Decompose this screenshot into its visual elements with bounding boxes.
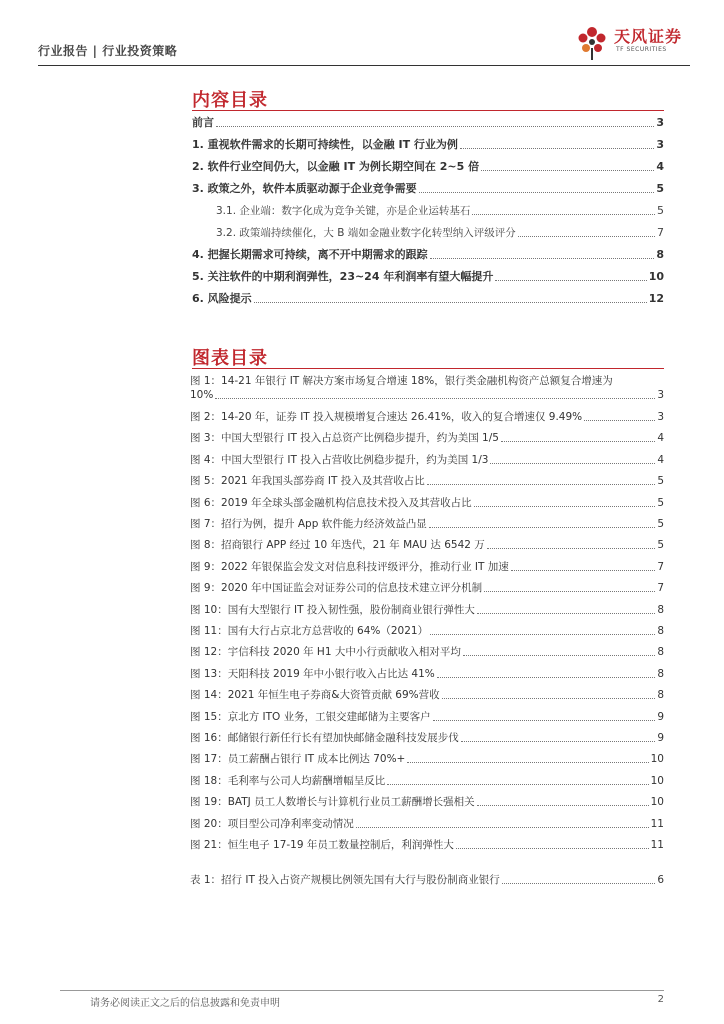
figure-entry[interactable] — [190, 536, 664, 552]
figures-title-rule — [192, 368, 664, 369]
figure-entry-label: 图 9：2022 年银保监会发文对信息科技评级评分，推动行业 IT 加速 — [190, 560, 509, 573]
toc-entry[interactable] — [192, 244, 664, 262]
figure-entry[interactable] — [190, 579, 664, 595]
figure-entry-page: 5 — [657, 496, 664, 509]
figure-entry[interactable] — [190, 494, 664, 510]
figure-entry-page: 3 — [657, 411, 664, 423]
figure-entry-label: 图 18：毛利率与公司人均薪酬增幅呈反比 — [190, 774, 386, 787]
dot-leader — [407, 762, 648, 763]
dot-leader — [481, 170, 654, 171]
figure-entry[interactable] — [190, 374, 664, 402]
toc-entry[interactable] — [192, 200, 664, 218]
contents-title: 内容目录 — [192, 90, 268, 111]
figure-entry-page: 4 — [657, 432, 664, 445]
figure-entry-label: 图 5：2021 年我国头部券商 IT 投入及其营收占比 — [190, 475, 425, 488]
dot-leader — [502, 883, 656, 884]
toc-entry-page: 3 — [656, 116, 664, 129]
figure-entry[interactable] — [190, 429, 664, 445]
figure-entry-label-line2: 10% — [190, 389, 214, 401]
dot-leader — [429, 527, 656, 528]
toc-entry-label: 3.1. 企业端：数字化成为竞争关键，亦是企业运转基石 — [216, 205, 471, 217]
table-entry[interactable] — [190, 871, 664, 887]
figure-entry[interactable] — [190, 515, 664, 531]
dot-leader — [474, 506, 656, 507]
toc-entry[interactable] — [192, 112, 664, 130]
toc-entry-label: 5. 关注软件的中期利润弹性，23~24 年利润率有望大幅提升 — [192, 270, 494, 283]
figure-entry-label-line1: 图 1：14-21 年银行 IT 解决方案市场复合增速 18%，银行类金融机构资产总额复合增速为 — [190, 375, 613, 387]
figure-entry[interactable] — [190, 601, 664, 617]
dot-leader — [356, 827, 649, 828]
figure-entry-label: 图 20：项目型公司净利率变动情况 — [190, 817, 354, 830]
toc-entry[interactable] — [192, 134, 664, 152]
figure-entry[interactable] — [190, 729, 664, 745]
dot-leader — [456, 848, 649, 849]
figure-entry[interactable] — [190, 772, 664, 788]
dot-leader — [433, 720, 656, 721]
logo-text-cn: 天风证券 — [614, 27, 683, 46]
dot-leader — [419, 192, 655, 193]
dot-leader — [387, 784, 648, 785]
figure-entry-label: 图 15：京北方 ITO 业务，工银交建邮储为主要客户 — [190, 710, 431, 723]
figure-entry-page: 8 — [657, 646, 664, 659]
dot-leader — [430, 634, 655, 635]
figure-entry[interactable] — [190, 708, 664, 724]
toc-entry-page: 7 — [657, 226, 664, 239]
dot-leader — [442, 698, 656, 699]
toc-entry-page: 4 — [656, 160, 664, 173]
page-header — [38, 27, 690, 66]
company-logo — [572, 22, 690, 62]
figure-entry-label: 图 14：2021 年恒生电子券商&大资管贡献 69%营收 — [190, 689, 440, 702]
figure-entry-page: 5 — [657, 475, 664, 488]
figure-entry-page: 4 — [657, 453, 664, 466]
figure-entry-page: 10 — [650, 796, 664, 809]
figure-entry-page: 3 — [657, 389, 664, 401]
figures-title: 图表目录 — [192, 348, 268, 369]
figure-entry[interactable] — [190, 622, 664, 638]
figure-entry-page: 8 — [657, 625, 664, 637]
toc-entry-label: 前言 — [192, 116, 214, 129]
dot-leader — [460, 148, 654, 149]
figure-entry-label: 图 8：招商银行 APP 经过 10 年迭代，21 年 MAU 达 6542 万 — [190, 539, 485, 552]
table-entry-page: 6 — [657, 874, 664, 887]
toc-entry-label: 4. 把握长期需求可持续，离不开中期需求的跟踪 — [192, 248, 428, 261]
flower-logo-icon — [572, 22, 612, 62]
dot-leader — [484, 591, 655, 592]
dot-leader — [463, 655, 655, 656]
dot-leader — [518, 236, 655, 237]
figure-entry-label: 图 2：14-20 年，证券 IT 投入规模增复合速达 26.41%，收入的复合增速仅 9.49% — [190, 411, 583, 423]
page-number: 2 — [657, 994, 664, 1005]
figure-entry-page: 8 — [657, 603, 664, 616]
figure-entry-label: 图 7：招行为例，提升 App 软件能力经济效益凸显 — [190, 518, 427, 530]
figure-entry-page: 5 — [657, 539, 664, 552]
figure-entry-label: 图 6：2019 年全球头部金融机构信息技术投入及其营收占比 — [190, 496, 472, 509]
toc-entry-page: 5 — [657, 204, 664, 217]
figure-entry-label: 图 4：中国大型银行 IT 投入占营收比例稳步提升，约为美国 1/3 — [190, 453, 489, 466]
figure-entry[interactable] — [190, 750, 664, 766]
dot-leader — [254, 302, 647, 303]
contents-list — [192, 112, 664, 312]
toc-entry-label: 3. 政策之外，软件本质驱动源于企业竞争需要 — [192, 182, 417, 195]
toc-entry-label: 2. 软件行业空间仍大，以金融 IT 为例长期空间在 2~5 倍 — [192, 160, 480, 173]
dot-leader — [511, 570, 656, 571]
figure-entry-label: 图 21：恒生电子 17-19 年员工数量控制后，利润弹性大 — [190, 839, 454, 851]
figure-entry-label: 图 19：BATJ 员工人数增长与计算机行业员工薪酬增长强相关 — [190, 796, 475, 809]
figure-entry[interactable] — [190, 472, 664, 488]
figure-entry[interactable] — [190, 815, 664, 831]
table-entry-label: 表 1：招行 IT 投入占资产规模比例领先国有大行与股份制商业银行 — [190, 874, 500, 887]
dot-leader — [216, 126, 654, 127]
toc-entry-page: 12 — [648, 292, 664, 305]
toc-entry[interactable] — [192, 288, 664, 306]
toc-entry[interactable] — [192, 156, 664, 174]
figures-list — [190, 372, 664, 912]
figure-entry[interactable] — [190, 836, 664, 852]
figure-entry-page: 5 — [657, 518, 664, 530]
footer-divider — [60, 990, 664, 991]
dot-leader — [430, 258, 655, 259]
dot-leader — [490, 463, 655, 464]
dot-leader — [437, 677, 656, 678]
dot-leader — [501, 441, 655, 442]
figure-entry[interactable] — [190, 643, 664, 659]
figure-entry[interactable] — [190, 793, 664, 809]
toc-entry-page: 3 — [656, 138, 664, 151]
toc-entry-label: 6. 风险提示 — [192, 292, 252, 305]
figure-entry[interactable] — [190, 686, 664, 702]
dot-leader — [427, 484, 656, 485]
figure-entry-page: 8 — [657, 689, 664, 702]
figure-entry-page: 11 — [650, 839, 664, 851]
dot-leader — [495, 280, 646, 281]
dot-leader — [584, 420, 655, 421]
toc-entry[interactable] — [192, 266, 664, 284]
toc-entry-page: 5 — [656, 182, 664, 195]
figure-entry-page: 9 — [657, 732, 664, 744]
footer-disclaimer: 请务必阅读正文之后的信息披露和免责申明 — [90, 998, 280, 1009]
figure-entry-page: 7 — [657, 560, 664, 573]
figure-entry-label: 图 11：国有大行占京北方总营收的 64%（2021） — [190, 625, 429, 637]
contents-title-rule — [192, 110, 664, 111]
figure-entry-label: 图 10：国有大型银行 IT 投入韧性强，股份制商业银行弹性大 — [190, 603, 475, 616]
logo-text-en: TF SECURITIES — [616, 46, 667, 53]
figure-entry-label: 图 13：天阳科技 2019 年中小银行收入占比达 41% — [190, 667, 435, 680]
figure-entry-page: 10 — [650, 774, 664, 787]
dot-leader — [477, 613, 655, 614]
figure-entry[interactable] — [190, 408, 664, 424]
dot-leader — [472, 214, 655, 215]
figure-entry-label: 图 16：邮储银行新任行长有望加快邮储金融科技发展步伐 — [190, 732, 459, 744]
figure-entry-page: 11 — [650, 817, 664, 830]
report-category: 行业报告 | 行业投资策略 — [38, 44, 178, 58]
toc-entry-label: 3.2. 政策端持续催化，大 B 端如金融业数字化转型纳入评级评分 — [216, 227, 516, 239]
figure-entry-page: 10 — [650, 753, 664, 766]
figure-entry[interactable] — [190, 451, 664, 467]
figure-entry-label: 图 9：2020 年中国证监会对证券公司的信息技术建立评分机制 — [190, 582, 483, 595]
figure-entry-page: 7 — [657, 582, 664, 595]
figure-entry[interactable] — [190, 665, 664, 681]
toc-entry-page: 8 — [656, 248, 664, 261]
dot-leader — [477, 805, 649, 806]
toc-entry-page: 10 — [648, 270, 664, 283]
figure-entry[interactable] — [190, 558, 664, 574]
figure-entry-page: 8 — [657, 667, 664, 680]
toc-entry[interactable] — [192, 178, 664, 196]
figure-entry-page: 9 — [657, 710, 664, 723]
figure-entry-label: 图 17：员工薪酬占银行 IT 成本比例达 70%+ — [190, 753, 406, 766]
toc-entry-label: 1. 重视软件需求的长期可持续性，以金融 IT 行业为例 — [192, 138, 458, 151]
toc-entry[interactable] — [192, 222, 664, 240]
dot-leader — [215, 398, 655, 399]
figure-entry-label: 图 3：中国大型银行 IT 投入占总资产比例稳步提升，约为美国 1/5 — [190, 432, 499, 445]
dot-leader — [487, 548, 656, 549]
figure-entry-label: 图 12：宇信科技 2020 年 H1 大中小行贡献收入相对平均 — [190, 646, 461, 659]
header-divider — [38, 65, 690, 66]
dot-leader — [461, 741, 656, 742]
